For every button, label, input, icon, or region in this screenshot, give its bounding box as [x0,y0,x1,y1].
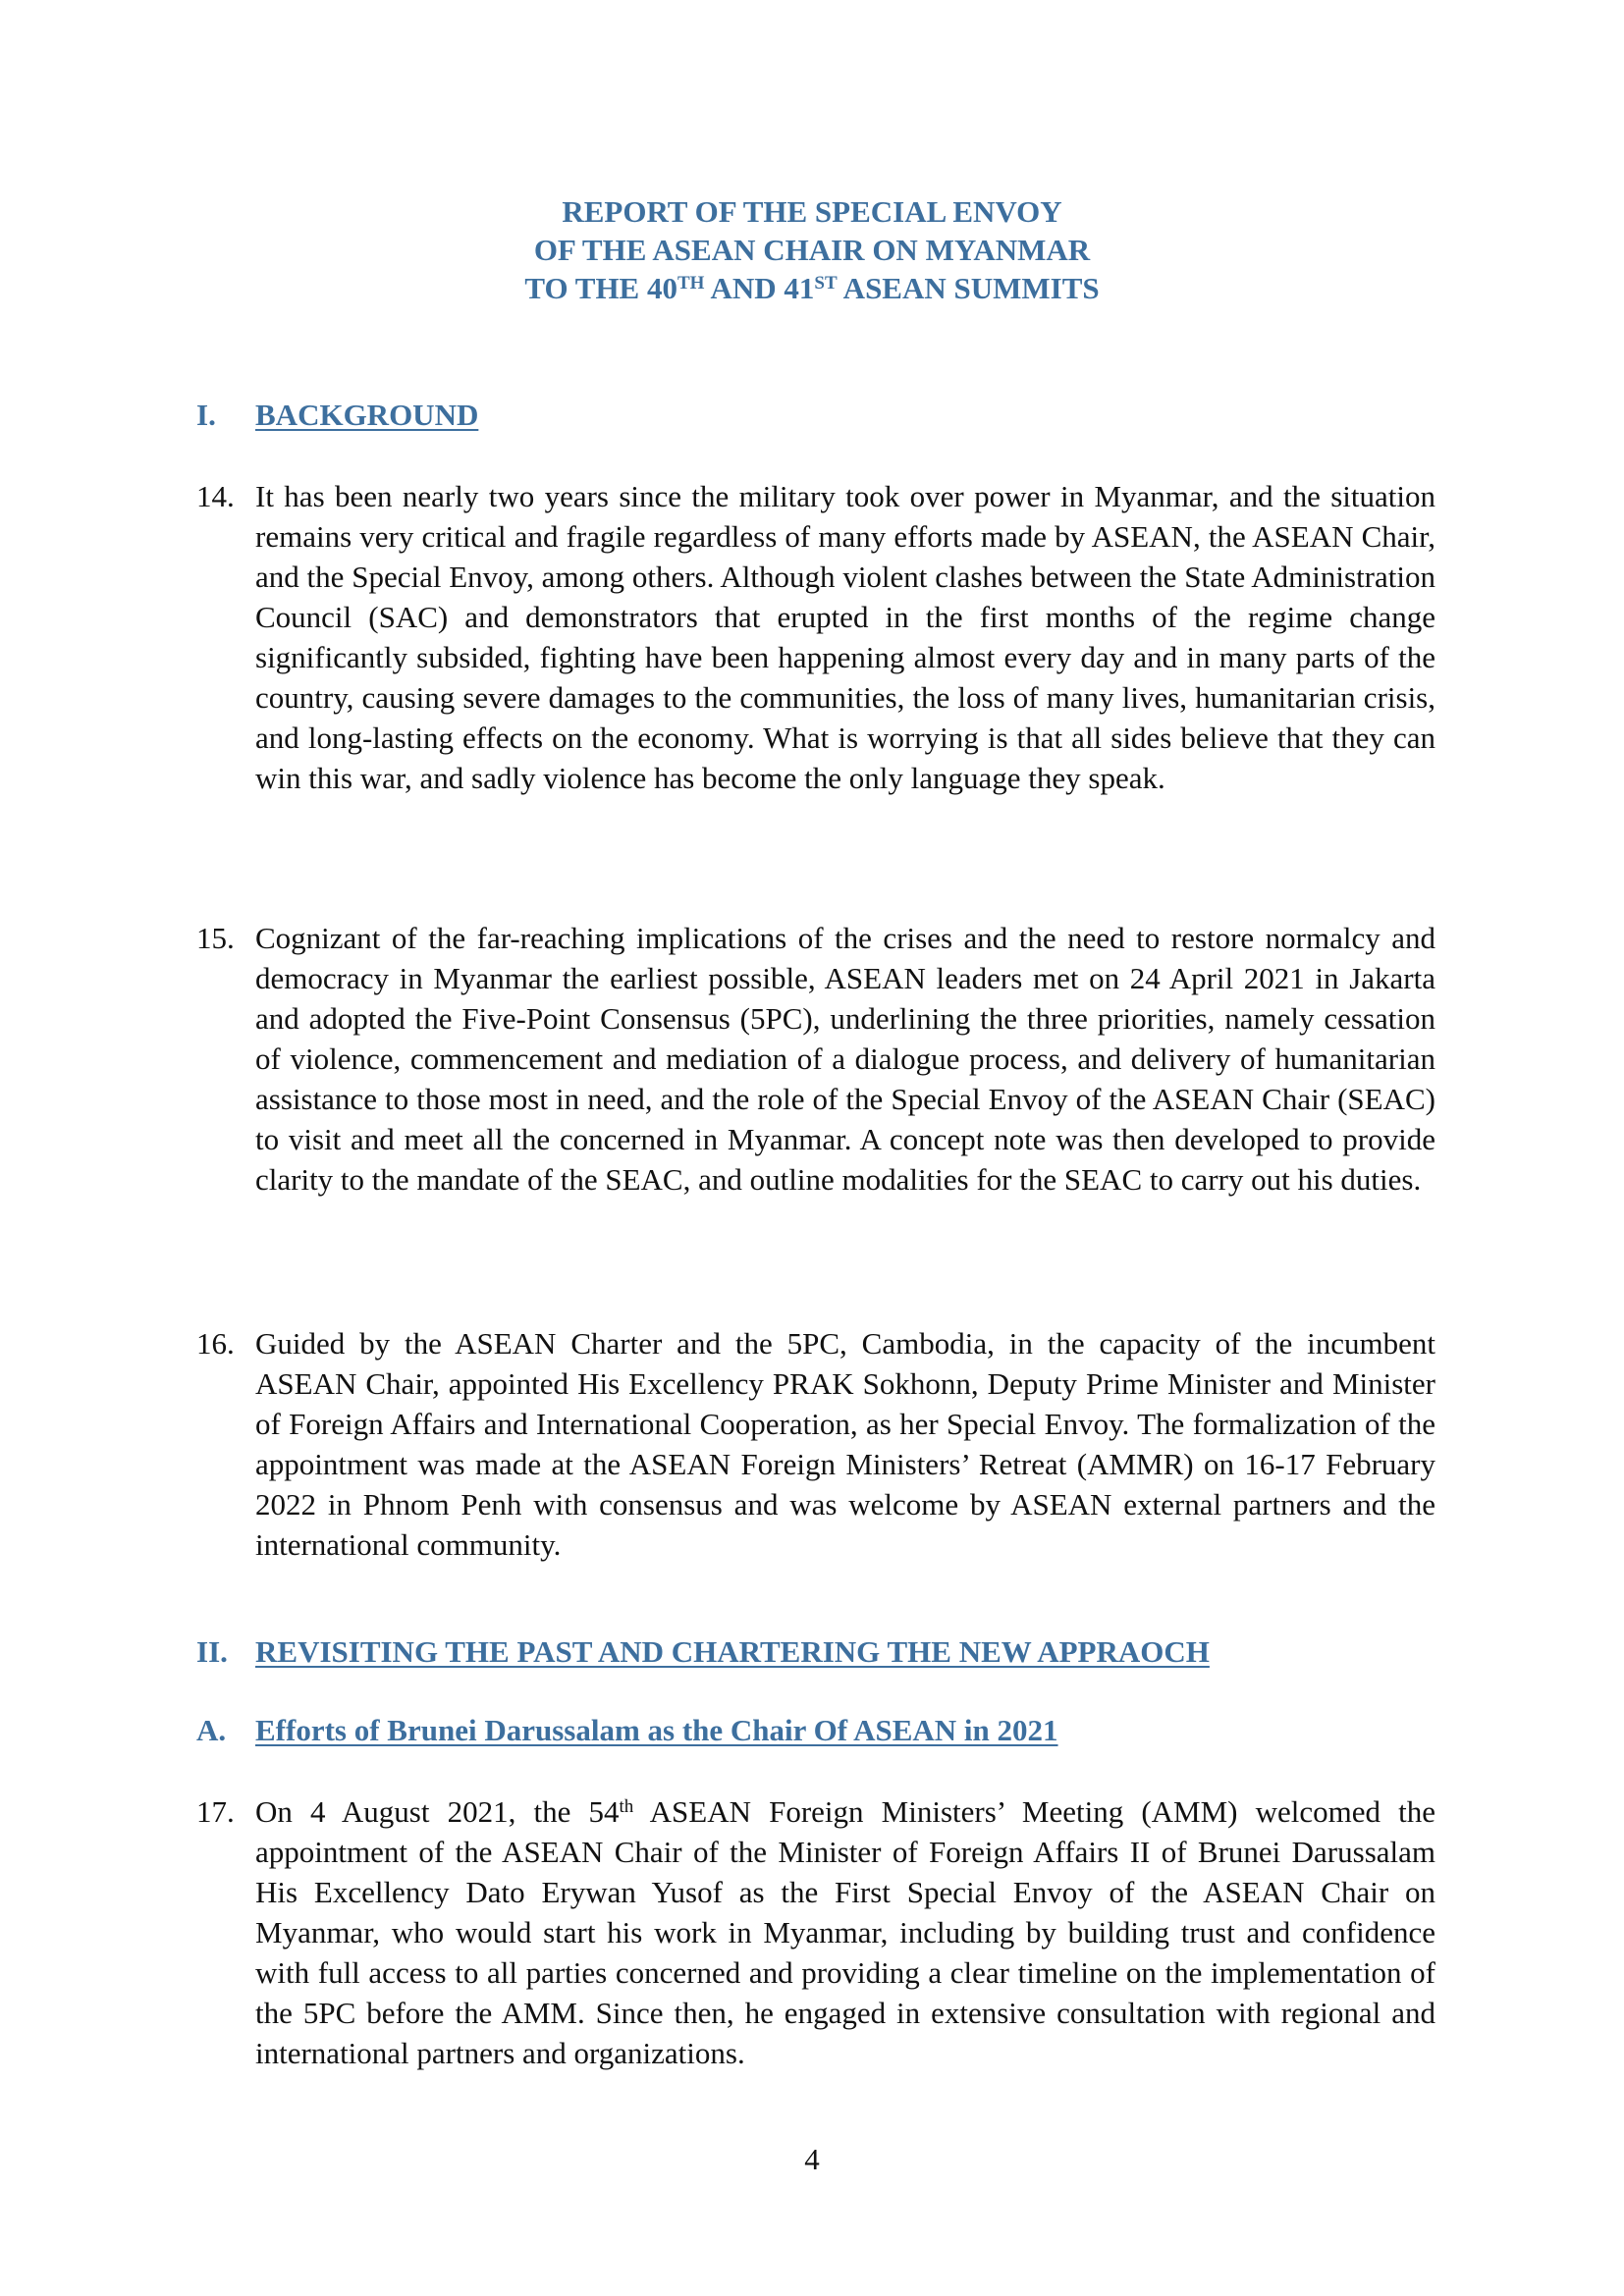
paragraph-text: On 4 August 2021, the 54th ASEAN Foreign Ministers’ Meeting (AMM) welcomed the appointment of the ASEAN Chair of the Minister of Foreign Affairs II of Brunei Darussalam His Excellency Dato Erywan Yusof as the First Special Envoy of the ASEAN Chair on Myanmar, who would start his work in Myanmar, including by building trust and confidence with full access to all parties concerned and providing a clear timeline on the implementation of the 5PC before the AMM. Since then, he engaged in extensive consultation with regional and international partners and organizations. [255,1794,1435,2070]
section-title: BACKGROUND [255,398,479,432]
subsection-title: Efforts of Brunei Darussalam as the Chair Of ASEAN in 2021 [255,1713,1058,1747]
page-number: 4 [804,2142,820,2176]
subsection-heading-brunei [196,1711,1058,1750]
section-number: I. [196,398,216,432]
section-number: II. [196,1634,228,1669]
paragraph-16 [196,1323,1435,1565]
paragraph-number: 17. [196,1794,235,1829]
title-line-3: TO THE 40TH AND 41ST ASEAN SUMMITS [524,271,1100,305]
section-title: REVISITING THE PAST AND CHARTERING THE NEW APPRAOCH [255,1634,1210,1669]
paragraph-number: 16. [196,1326,235,1361]
title-line-1: REPORT OF THE SPECIAL ENVOY [562,194,1062,229]
title-line-2: OF THE ASEAN CHAIR ON MYANMAR [533,233,1091,267]
section-heading-background [196,396,478,435]
paragraph-number: 14. [196,479,235,513]
paragraph-17 [196,1791,1435,2073]
subsection-number: A. [196,1713,227,1747]
report-title [0,192,1624,307]
paragraph-text: It has been nearly two years since the military took over power in Myanmar, and the situation remains very critical and fragile regardless of many efforts made by ASEAN, the ASEAN Chair, and the Special Envoy, among others. Although violent clashes between the State Administration Council (SAC) and demonstrators that erupted in the first months of the regime change significantly subsided, fighting have been happening almost every day and in many parts of the country, causing severe damages to the communities, the loss of many lives, humanitarian crisis, and long-lasting effects on the economy. What is worrying is that all sides believe that they can win this war, and sadly violence has become the only language they speak. [255,479,1435,795]
paragraph-text: Cognizant of the far-reaching implications of the crises and the need to restore normalcy and democracy in Myanmar the earliest possible, ASEAN leaders met on 24 April 2021 in Jakarta and adopted the Five-Point Consensus (5PC), underlining the three priorities, namely cessation of violence, commencement and mediation of a dialogue process, and delivery of humanitarian assistance to those most in need, and the role of the Special Envoy of the ASEAN Chair (SEAC) to visit and meet all the concerned in Myanmar. A concept note was then developed to provide clarity to the mandate of the SEAC, and outline modalities for the SEAC to carry out his duties. [255,921,1435,1197]
paragraph-number: 15. [196,921,235,955]
paragraph-14 [196,476,1435,798]
paragraph-text: Guided by the ASEAN Charter and the 5PC, Cambodia, in the capacity of the incumbent ASEAN Chair, appointed His Excellency PRAK Sokhonn, Deputy Prime Minister and Minister of Foreign Affairs and International Cooperation, as her Special Envoy. The formalization of the appointment was made at the ASEAN Foreign Ministers’ Retreat (AMMR) on 16-17 February 2022 in Phnom Penh with consensus and was welcome by ASEAN external partners and the international community. [255,1326,1435,1562]
paragraph-15 [196,918,1435,1200]
section-heading-revisiting [196,1632,1210,1672]
